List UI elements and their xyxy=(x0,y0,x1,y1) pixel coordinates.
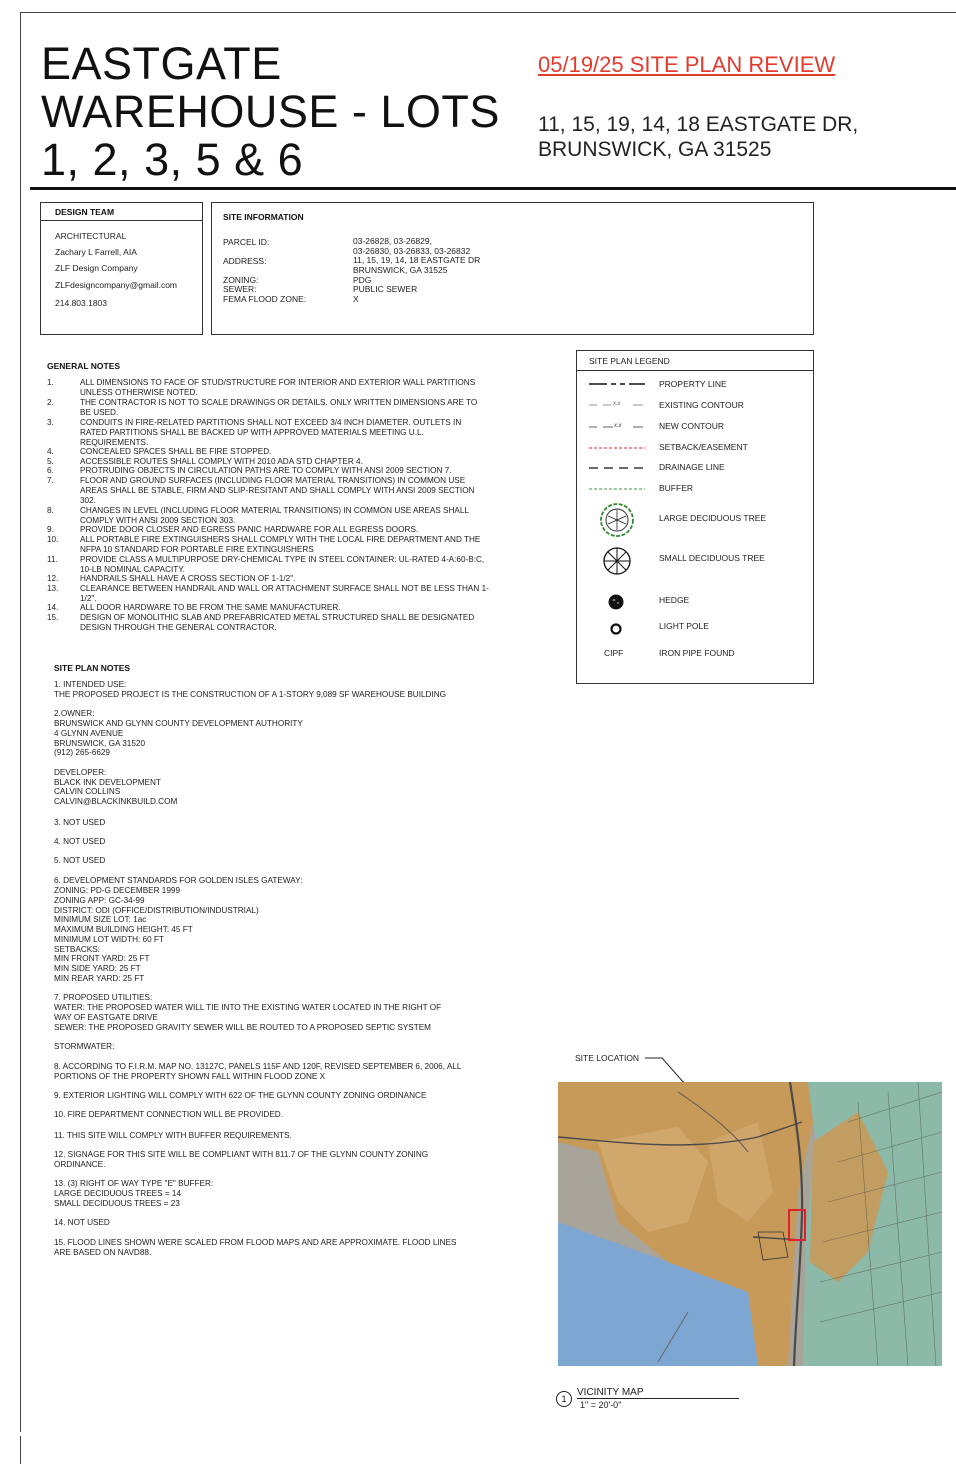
site-plan-note-line: 5. NOT USED xyxy=(54,856,106,865)
note-number: 7. xyxy=(47,476,54,485)
legend-hedge: HEDGE xyxy=(659,595,690,605)
design-team-title: DESIGN TEAM xyxy=(55,207,115,217)
new-contour-mark: x.x xyxy=(614,423,622,429)
legend-small-deciduous-tree: SMALL DECIDUOUS TREE xyxy=(659,553,765,563)
site-plan-note-line: LARGE DECIDUOUS TREES = 14 xyxy=(54,1189,182,1198)
note-text: PROVIDE DOOR CLOSER AND EGRESS PANIC HARDWARE FOR ALL EGRESS DOORS. xyxy=(80,525,419,534)
site-plan-note-line: 6. DEVELOPMENT STANDARDS FOR GOLDEN ISLES GATEWAY: xyxy=(54,876,303,885)
vicinity-map-title-rule xyxy=(577,1398,739,1399)
legend-new-contour: NEW CONTOUR xyxy=(659,421,725,431)
note-number: 4. xyxy=(47,447,54,456)
site-location-label: SITE LOCATION xyxy=(575,1053,640,1063)
site-plan-note-line: SETBACKS: xyxy=(54,945,100,954)
note-number: 14. xyxy=(47,603,59,612)
property-line-symbol xyxy=(587,379,647,389)
legend-drainage-line: DRAINAGE LINE xyxy=(659,462,725,472)
address-value-line-1: 11, 15, 19, 14, 18 EASTGATE DR xyxy=(353,255,481,265)
note-number: 12. xyxy=(47,574,59,583)
address-value xyxy=(353,256,480,275)
legend-large-deciduous-tree: LARGE DECIDUOUS TREE xyxy=(659,513,767,523)
note-number: 3. xyxy=(47,418,54,427)
site-plan-note-line: 11. THIS SITE WILL COMPLY WITH BUFFER REQUIREMENTS. xyxy=(54,1131,292,1140)
site-plan-note-line: 4 GLYNN AVENUE xyxy=(54,729,124,738)
site-plan-note-line: MINIMUM LOT WIDTH: 60 FT xyxy=(54,935,164,944)
legend-light-pole: LIGHT POLE xyxy=(659,621,709,631)
note-text: CONDUITS IN FIRE-RELATED PARTITIONS SHALL NOT EXCEED 3/4 INCH DIAMETER. OUTLETS IN RATED PARTITIONS SHALL BE BACKED UP WITH APPROVED MATERIALS MEETING U.L. REQUIREMENTS. xyxy=(80,418,462,447)
setback-easement-symbol xyxy=(587,443,647,453)
site-plan-note-line: 7. PROPOSED UTILITIES: xyxy=(54,993,153,1002)
legend-existing-contour: EXISTING CONTOUR xyxy=(659,400,744,410)
site-plan-note-line: 12. SIGNAGE FOR THIS SITE WILL BE COMPLIANT WITH 811.7 OF THE GLYNN COUNTY ZONING xyxy=(54,1150,429,1159)
site-plan-note-line: 9. EXTERIOR LIGHTING WILL COMPLY WITH 622 OF THE GLYNN COUNTY ZONING ORDINANCE xyxy=(54,1091,427,1100)
site-plan-note-line: BLACK INK DEVELOPMENT xyxy=(54,778,161,787)
site-plan-note-line: 14. NOT USED xyxy=(54,1218,110,1227)
note-text: FLOOR AND GROUND SURFACES (INCLUDING FLOOR MATERIAL TRANSITIONS) IN COMMON USE AREAS SHALL BE STABLE, FIRM AND SLIP-RESITANT AND SHALL COMPLY WITH ANSI 2009 SECTION 302. xyxy=(80,476,475,505)
existing-contour-mark: x.x xyxy=(613,401,621,407)
design-team-header xyxy=(41,203,202,221)
project-title-line-3: 1, 2, 3, 5 & 6 xyxy=(41,134,304,185)
note-text: ALL DOOR HARDWARE TO BE FROM THE SAME MANUFACTURER. xyxy=(80,603,341,612)
detail-number-circle: 1 xyxy=(556,1391,572,1407)
project-address xyxy=(538,112,858,162)
note-text: HANDRAILS SHALL HAVE A CROSS SECTION OF 1-1/2". xyxy=(80,574,296,583)
design-team-phone: 214.803.1803 xyxy=(55,298,107,308)
site-plan-note-line: WATER: THE PROPOSED WATER WILL TIE INTO THE EXISTING WATER LOCATED IN THE RIGHT OF xyxy=(54,1003,442,1012)
note-number: 13. xyxy=(47,584,59,593)
note-number: 10. xyxy=(47,535,59,544)
site-plan-note-line: 10. FIRE DEPARTMENT CONNECTION WILL BE PROVIDED. xyxy=(54,1110,283,1119)
site-plan-note-line: SMALL DECIDUOUS TREES = 23 xyxy=(54,1199,180,1208)
vicinity-map-title: VICINITY MAP xyxy=(577,1387,644,1398)
sewer-label: SEWER: xyxy=(223,284,257,294)
vicinity-map-image xyxy=(558,1082,942,1366)
vicinity-map-scale: 1" = 20'-0" xyxy=(580,1400,622,1410)
design-team-company: ZLF Design Company xyxy=(55,263,138,273)
site-plan-notes-title: SITE PLAN NOTES xyxy=(54,663,131,673)
site-plan-note-line: 15. FLOOD LINES SHOWN WERE SCALED FROM FLOOD MAPS AND ARE APPROXIMATE. FLOOD LINES xyxy=(54,1238,457,1247)
site-plan-note-line: MAXIMUM BUILDING HEIGHT: 45 FT xyxy=(54,925,193,934)
site-plan-note-line: THE PROPOSED PROJECT IS THE CONSTRUCTION OF A 1-STORY 9,089 SF WAREHOUSE BUILDING xyxy=(54,690,447,699)
site-plan-note-line: BRUNSWICK AND GLYNN COUNTY DEVELOPMENT AUTHORITY xyxy=(54,719,303,728)
note-number: 5. xyxy=(47,457,54,466)
address-label: ADDRESS: xyxy=(223,256,267,266)
drainage-line-symbol xyxy=(587,463,647,473)
site-plan-note-line: 4. NOT USED xyxy=(54,837,106,846)
site-plan-note-line: CALVIN COLLINS xyxy=(54,787,121,796)
site-plan-note-line: (912) 265-6629 xyxy=(54,748,110,757)
note-text: CONCEALED SPACES SHALL BE FIRE STOPPED. xyxy=(80,447,272,456)
sheet-border-left xyxy=(20,12,21,1432)
site-plan-note-line: MIN SIDE YARD: 25 FT xyxy=(54,964,141,973)
legend-title: SITE PLAN LEGEND xyxy=(589,356,670,366)
note-number: 6. xyxy=(47,466,54,475)
title-rule xyxy=(30,187,956,190)
zoning-value: PDG xyxy=(353,275,372,285)
site-information-title: SITE INFORMATION xyxy=(223,212,304,222)
note-text: DESIGN OF MONOLITHIC SLAB AND PREFABRICATED METAL STRUCTURED SHALL BE DESIGNATED DESIGN THROUGH THE GENERAL CONTRACTOR. xyxy=(80,613,475,632)
buffer-symbol xyxy=(587,484,647,494)
site-plan-note-line: CALVIN@BLACKINKBUILD.COM xyxy=(54,797,178,806)
note-number: 11. xyxy=(47,555,58,564)
site-plan-note-line: 1. INTENDED USE: xyxy=(54,680,127,689)
light-pole-icon xyxy=(609,622,623,636)
project-address-line-1: 11, 15, 19, 14, 18 EASTGATE DR, xyxy=(538,113,859,136)
general-notes-title: GENERAL NOTES xyxy=(47,361,121,371)
hedge-icon xyxy=(607,593,625,611)
project-title-line-1: EASTGATE xyxy=(41,38,282,89)
site-plan-note-line: 8. ACCORDING TO F.I.R.M. MAP NO. 13127C, PANELS 115F AND 120F, REVISED SEPTEMBER 6, 2006, ALL xyxy=(54,1062,462,1071)
note-text: ACCESSIBLE ROUTES SHALL COMPLY WITH 2010 ADA STD CHAPTER 4. xyxy=(80,457,363,466)
note-text: CHANGES IN LEVEL (INCLUDING FLOOR MATERIAL TRANSITIONS) IN COMMON USE AREAS SHALL COMPLY WITH ANSI 2009 SECTION 303. xyxy=(80,506,469,525)
parcel-id-line-1: 03-26828, 03-26829, xyxy=(353,236,432,246)
site-plan-note-line: ORDINANCE. xyxy=(54,1160,106,1169)
design-team-architect: Zachary L Farrell, AIA xyxy=(55,247,137,257)
zoning-label: ZONING: xyxy=(223,275,259,285)
site-information-box xyxy=(211,202,814,335)
site-plan-note-line: DISTRICT: ODI (OFFICE/DISTRIBUTION/INDUSTRIAL) xyxy=(54,906,259,915)
note-text: PROTRUDING OBJECTS IN CIRCULATION PATHS ARE TO COMPLY WITH ANSI 2009 SECTION 7. xyxy=(80,466,452,475)
site-plan-note-line: MINIMUM SIZE LOT: 1ac xyxy=(54,915,147,924)
note-text: PROVIDE CLASS A MULTIPURPOSE DRY-CHEMICAL TYPE IN STEEL CONTAINER: UL-RATED 4-A:60-B:C, 10-LB NOMINAL CAPACITY. xyxy=(80,555,485,574)
site-plan-note-line: 13. (3) RIGHT OF WAY TYPE "E" BUFFER: xyxy=(54,1179,214,1188)
project-address-line-2: BRUNSWICK, GA 31525 xyxy=(538,138,772,161)
site-plan-note-line: WAY OF EASTGATE DRIVE xyxy=(54,1013,158,1022)
note-number: 15. xyxy=(47,613,59,622)
iron-pipe-found-symbol: CIPF xyxy=(604,648,624,658)
design-team-box xyxy=(40,202,203,335)
sheet-border-top xyxy=(20,12,956,13)
note-number: 9. xyxy=(47,525,54,534)
flood-zone-value: X xyxy=(353,294,359,304)
address-value-line-2: BRUNSWICK, GA 31525 xyxy=(353,264,448,275)
note-number: 2. xyxy=(47,398,54,407)
legend-buffer: BUFFER xyxy=(659,483,693,493)
sewer-value: PUBLIC SEWER xyxy=(353,284,418,294)
large-deciduous-tree-icon xyxy=(599,502,635,538)
site-plan-legend xyxy=(576,350,814,684)
parcel-id-value xyxy=(353,237,470,256)
note-text: ALL DIMENSIONS TO FACE OF STUD/STRUCTURE FOR INTERIOR AND EXTERIOR WALL PARTITIONS UNLESS OTHERWISE NOTED. xyxy=(80,378,476,397)
site-plan-note-line: ZONING: PD-G DECEMBER 1999 xyxy=(54,886,181,895)
note-text: CLEARANCE BETWEEN HANDRAIL AND WALL OR ATTACHMENT SURFACE SHALL NOT BE LESS THAN 1-1/2". xyxy=(80,584,489,603)
parcel-id-line-2: 03-26830, 03-26833, 03-26832 xyxy=(353,245,471,256)
sheet-border-left-lower xyxy=(20,1436,21,1464)
flood-zone-label: FEMA FLOOD ZONE: xyxy=(223,294,307,304)
note-text: ALL PORTABLE FIRE EXTINGUISHERS SHALL COMPLY WITH THE LOCAL FIRE DEPARTMENT AND THE NFPA 10 STANDARD FOR PORTABLE FIRE EXTINGUISHERS xyxy=(80,535,481,554)
site-plan-note-line: STORMWATER: xyxy=(54,1042,115,1051)
legend-property-line: PROPERTY LINE xyxy=(659,379,727,389)
site-plan-note-line: ARE BASED ON NAVD88. xyxy=(54,1248,152,1257)
project-title xyxy=(41,40,500,184)
site-plan-note-line: MIN REAR YARD: 25 FT xyxy=(54,974,145,983)
site-plan-note-line: DEVELOPER: xyxy=(54,768,107,777)
note-number: 8. xyxy=(47,506,54,515)
site-plan-note-line: MIN FRONT YARD: 25 FT xyxy=(54,954,150,963)
design-team-discipline: ARCHITECTURAL xyxy=(55,231,127,241)
legend-iron-pipe-found: IRON PIPE FOUND xyxy=(659,648,735,658)
site-plan-note-line: SEWER: THE PROPOSED GRAVITY SEWER WILL BE ROUTED TO A PROPOSED SEPTIC SYSTEM xyxy=(54,1023,432,1032)
site-plan-review-label: 05/19/25 SITE PLAN REVIEW xyxy=(538,52,836,77)
site-plan-note-line: 3. NOT USED xyxy=(54,818,106,827)
site-plan-note-line: 2.OWNER: xyxy=(54,709,95,718)
project-title-line-2: WAREHOUSE - LOTS xyxy=(41,86,500,137)
site-plan-note-line: ZONING APP: GC-34-99 xyxy=(54,896,145,905)
site-plan-note-line: BRUNSWICK, GA 31520 xyxy=(54,739,146,748)
note-number: 1. xyxy=(47,378,54,387)
legend-setback-easement: SETBACK/EASEMENT xyxy=(659,442,748,452)
legend-header xyxy=(577,351,813,371)
small-deciduous-tree-icon xyxy=(601,545,633,577)
parcel-id-label: PARCEL ID: xyxy=(223,237,270,247)
site-plan-note-line: PORTIONS OF THE PROPERTY SHOWN FALL WITHIN FLOOD ZONE X xyxy=(54,1072,326,1081)
note-text: THE CONTRACTOR IS NOT TO SCALE DRAWINGS OR DETAILS. ONLY WRITTEN DIMENSIONS ARE TO BE USED. xyxy=(80,398,478,417)
design-team-email: ZLFdesigncompany@gmail.com xyxy=(55,280,178,290)
